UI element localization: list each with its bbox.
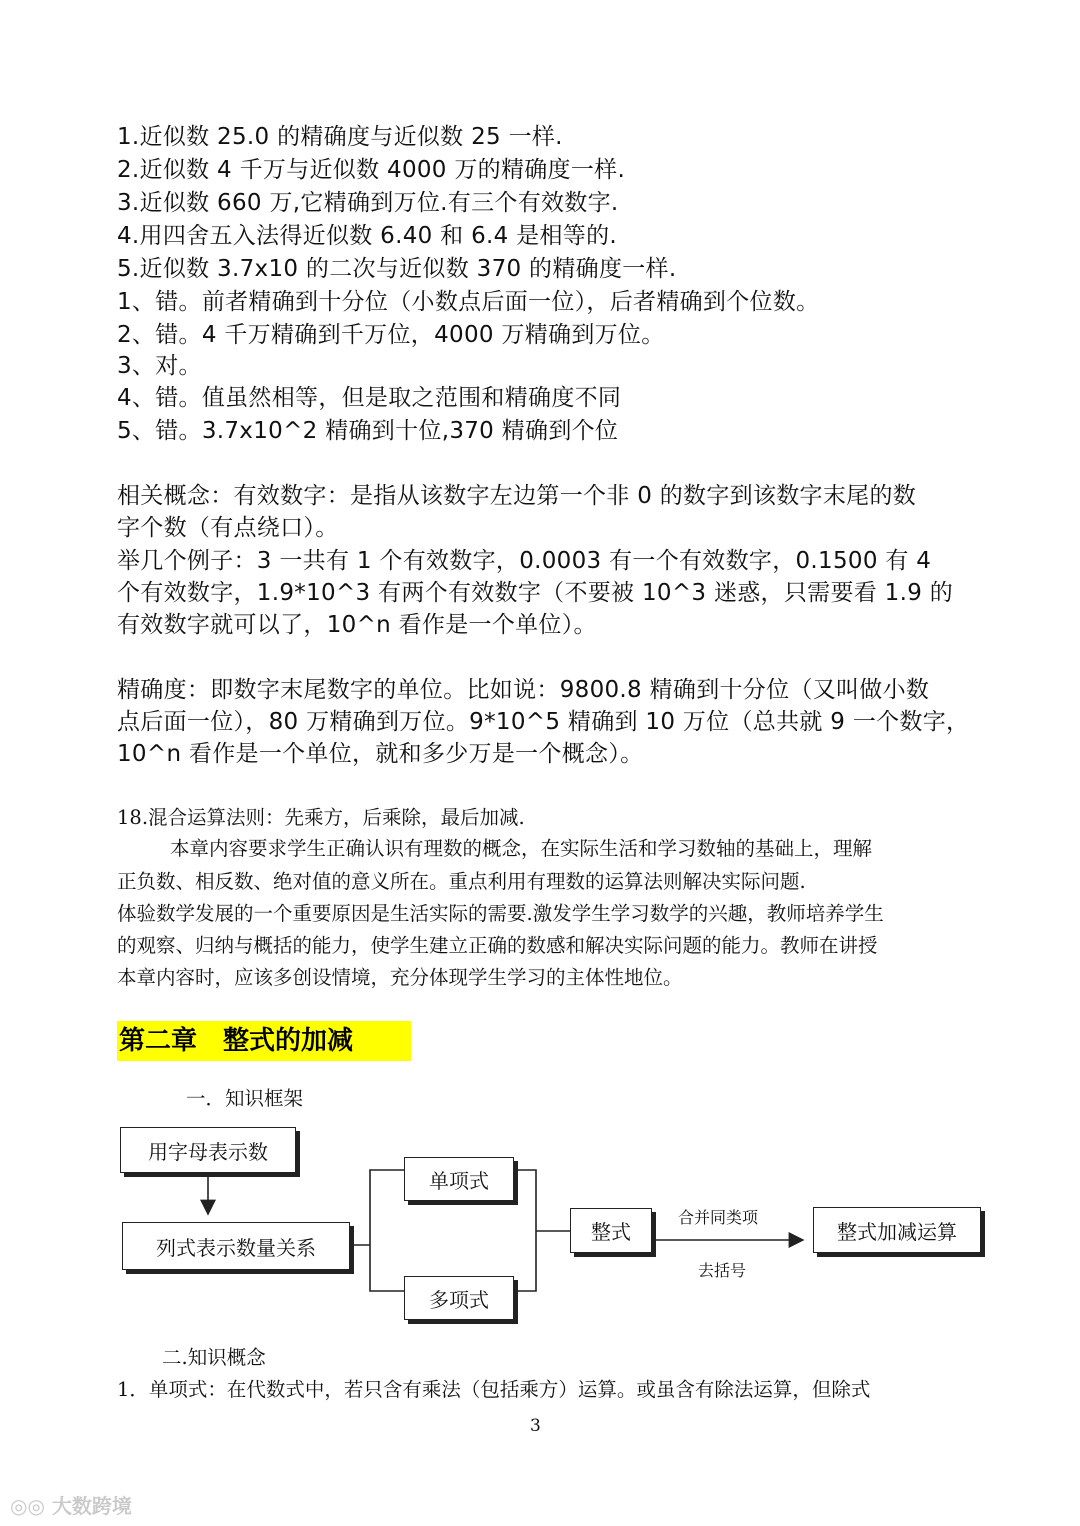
answer-5: 5、错。3.7x10^2 精确到十位,370 精确到个位	[117, 418, 619, 444]
statement-4: 4.用四舍五入法得近似数 6.40 和 6.4 是相等的.	[117, 223, 617, 249]
definition-monomial: 1．单项式：在代数式中，若只含有乘法（包括乘方）运算。或虽含有除法运算，但除式	[117, 1378, 871, 1401]
watermark	[10, 1490, 132, 1519]
answer-4: 4、错。值虽然相等，但是取之范围和精确度不同	[117, 385, 622, 411]
monomial-box	[404, 1157, 514, 1201]
rule-line-4: 体验数学发展的一个重要原因是生活实际的需要.激发学生学习数学的兴趣，教师培养学生	[117, 902, 884, 925]
arrow-label-combine: 合并同类项	[678, 1208, 759, 1227]
left-bracket	[370, 1170, 404, 1291]
rule-line-1: 18.混合运算法则：先乘方，后乘除，最后加减.	[117, 806, 525, 829]
concept-line-5: 有效数字就可以了，10^n 看作是一个单位）。	[117, 612, 597, 638]
precision-line-2: 点后面一位），80 万精确到万位。9*10^5 精确到 10 万位（总共就 9 一个数字，	[117, 709, 970, 735]
rule-line-5: 的观察、归纳与概括的能力，使学生建立正确的数感和解决实际问题的能力。教师在讲授	[117, 934, 878, 957]
statement-3: 3.近似数 660 万,它精确到万位.有三个有效数字.	[117, 190, 619, 216]
statement-5: 5.近似数 3.7x10 的二次与近似数 370 的精确度一样.	[117, 256, 677, 282]
watermark-logo-icon: ◎◎	[10, 1494, 52, 1518]
answer-1: 1、错。前者精确到十分位（小数点后面一位），后者精确到个位数。	[117, 289, 820, 315]
rule-line-6: 本章内容时，应该多创设情境，充分体现学生学习的主体性地位。	[117, 966, 683, 989]
chapter-title: 第二章 整式的加减	[117, 1021, 411, 1061]
concept-line-2: 字个数（有点绕口）。	[117, 515, 339, 541]
answer-2: 2、错。4 千万精确到千万位，4000 万精确到万位。	[117, 322, 665, 348]
letters-for-numbers-box	[120, 1127, 296, 1173]
concept-line-4: 个有效数字，1.9*10^3 有两个有效数字（不要被 10^3 迷惑，只需要看 1.9 的	[117, 580, 954, 606]
precision-line-3: 10^n 看作是一个单位，就和多少万是一个概念）。	[117, 741, 644, 767]
arrow-label-brackets: 去括号	[698, 1261, 747, 1280]
polynomial-label: 多项式	[429, 1287, 489, 1312]
statement-2: 2.近似数 4 千万与近似数 4000 万的精确度一样.	[117, 157, 626, 183]
precision-line-1: 精确度：即数字末尾数字的单位。比如说：9800.8 精确到十分位（又叫做小数	[117, 677, 930, 703]
add-subtract-operation-box	[813, 1207, 981, 1253]
right-bracket	[514, 1170, 536, 1291]
letters-for-numbers-label: 用字母表示数	[148, 1139, 268, 1164]
statement-1: 1.近似数 25.0 的精确度与近似数 25 一样.	[117, 124, 563, 150]
add-subtract-operation-label: 整式加减运算	[837, 1219, 957, 1244]
monomial-label: 单项式	[429, 1168, 489, 1193]
watermark-text: 大数跨境	[51, 1494, 132, 1518]
expression-quantity-label: 列式表示数量关系	[156, 1235, 316, 1260]
expression-quantity-box	[122, 1222, 350, 1270]
section-knowledge-concepts: 二.知识概念	[162, 1346, 266, 1369]
polynomial-box	[404, 1276, 514, 1320]
rule-line-2: 本章内容要求学生正确认识有理数的概念，在实际生活和学习数轴的基础上，理解	[170, 837, 873, 860]
rule-line-3: 正负数、相反数、绝对值的意义所在。重点利用有理数的运算法则解决实际问题.	[117, 870, 806, 893]
integral-expression-label: 整式	[591, 1220, 631, 1244]
page-number: 3	[530, 1416, 541, 1436]
answer-3: 3、对。	[117, 353, 202, 379]
section-knowledge-framework: 一．知识框架	[186, 1087, 304, 1110]
concept-line-3: 举几个例子：3 一共有 1 个有效数字，0.0003 有一个有效数字，0.1500 有 4	[117, 548, 932, 574]
integral-expression-box	[570, 1208, 652, 1253]
concept-line-1: 相关概念：有效数字：是指从该数字左边第一个非 0 的数字到该数字末尾的数	[117, 483, 917, 509]
